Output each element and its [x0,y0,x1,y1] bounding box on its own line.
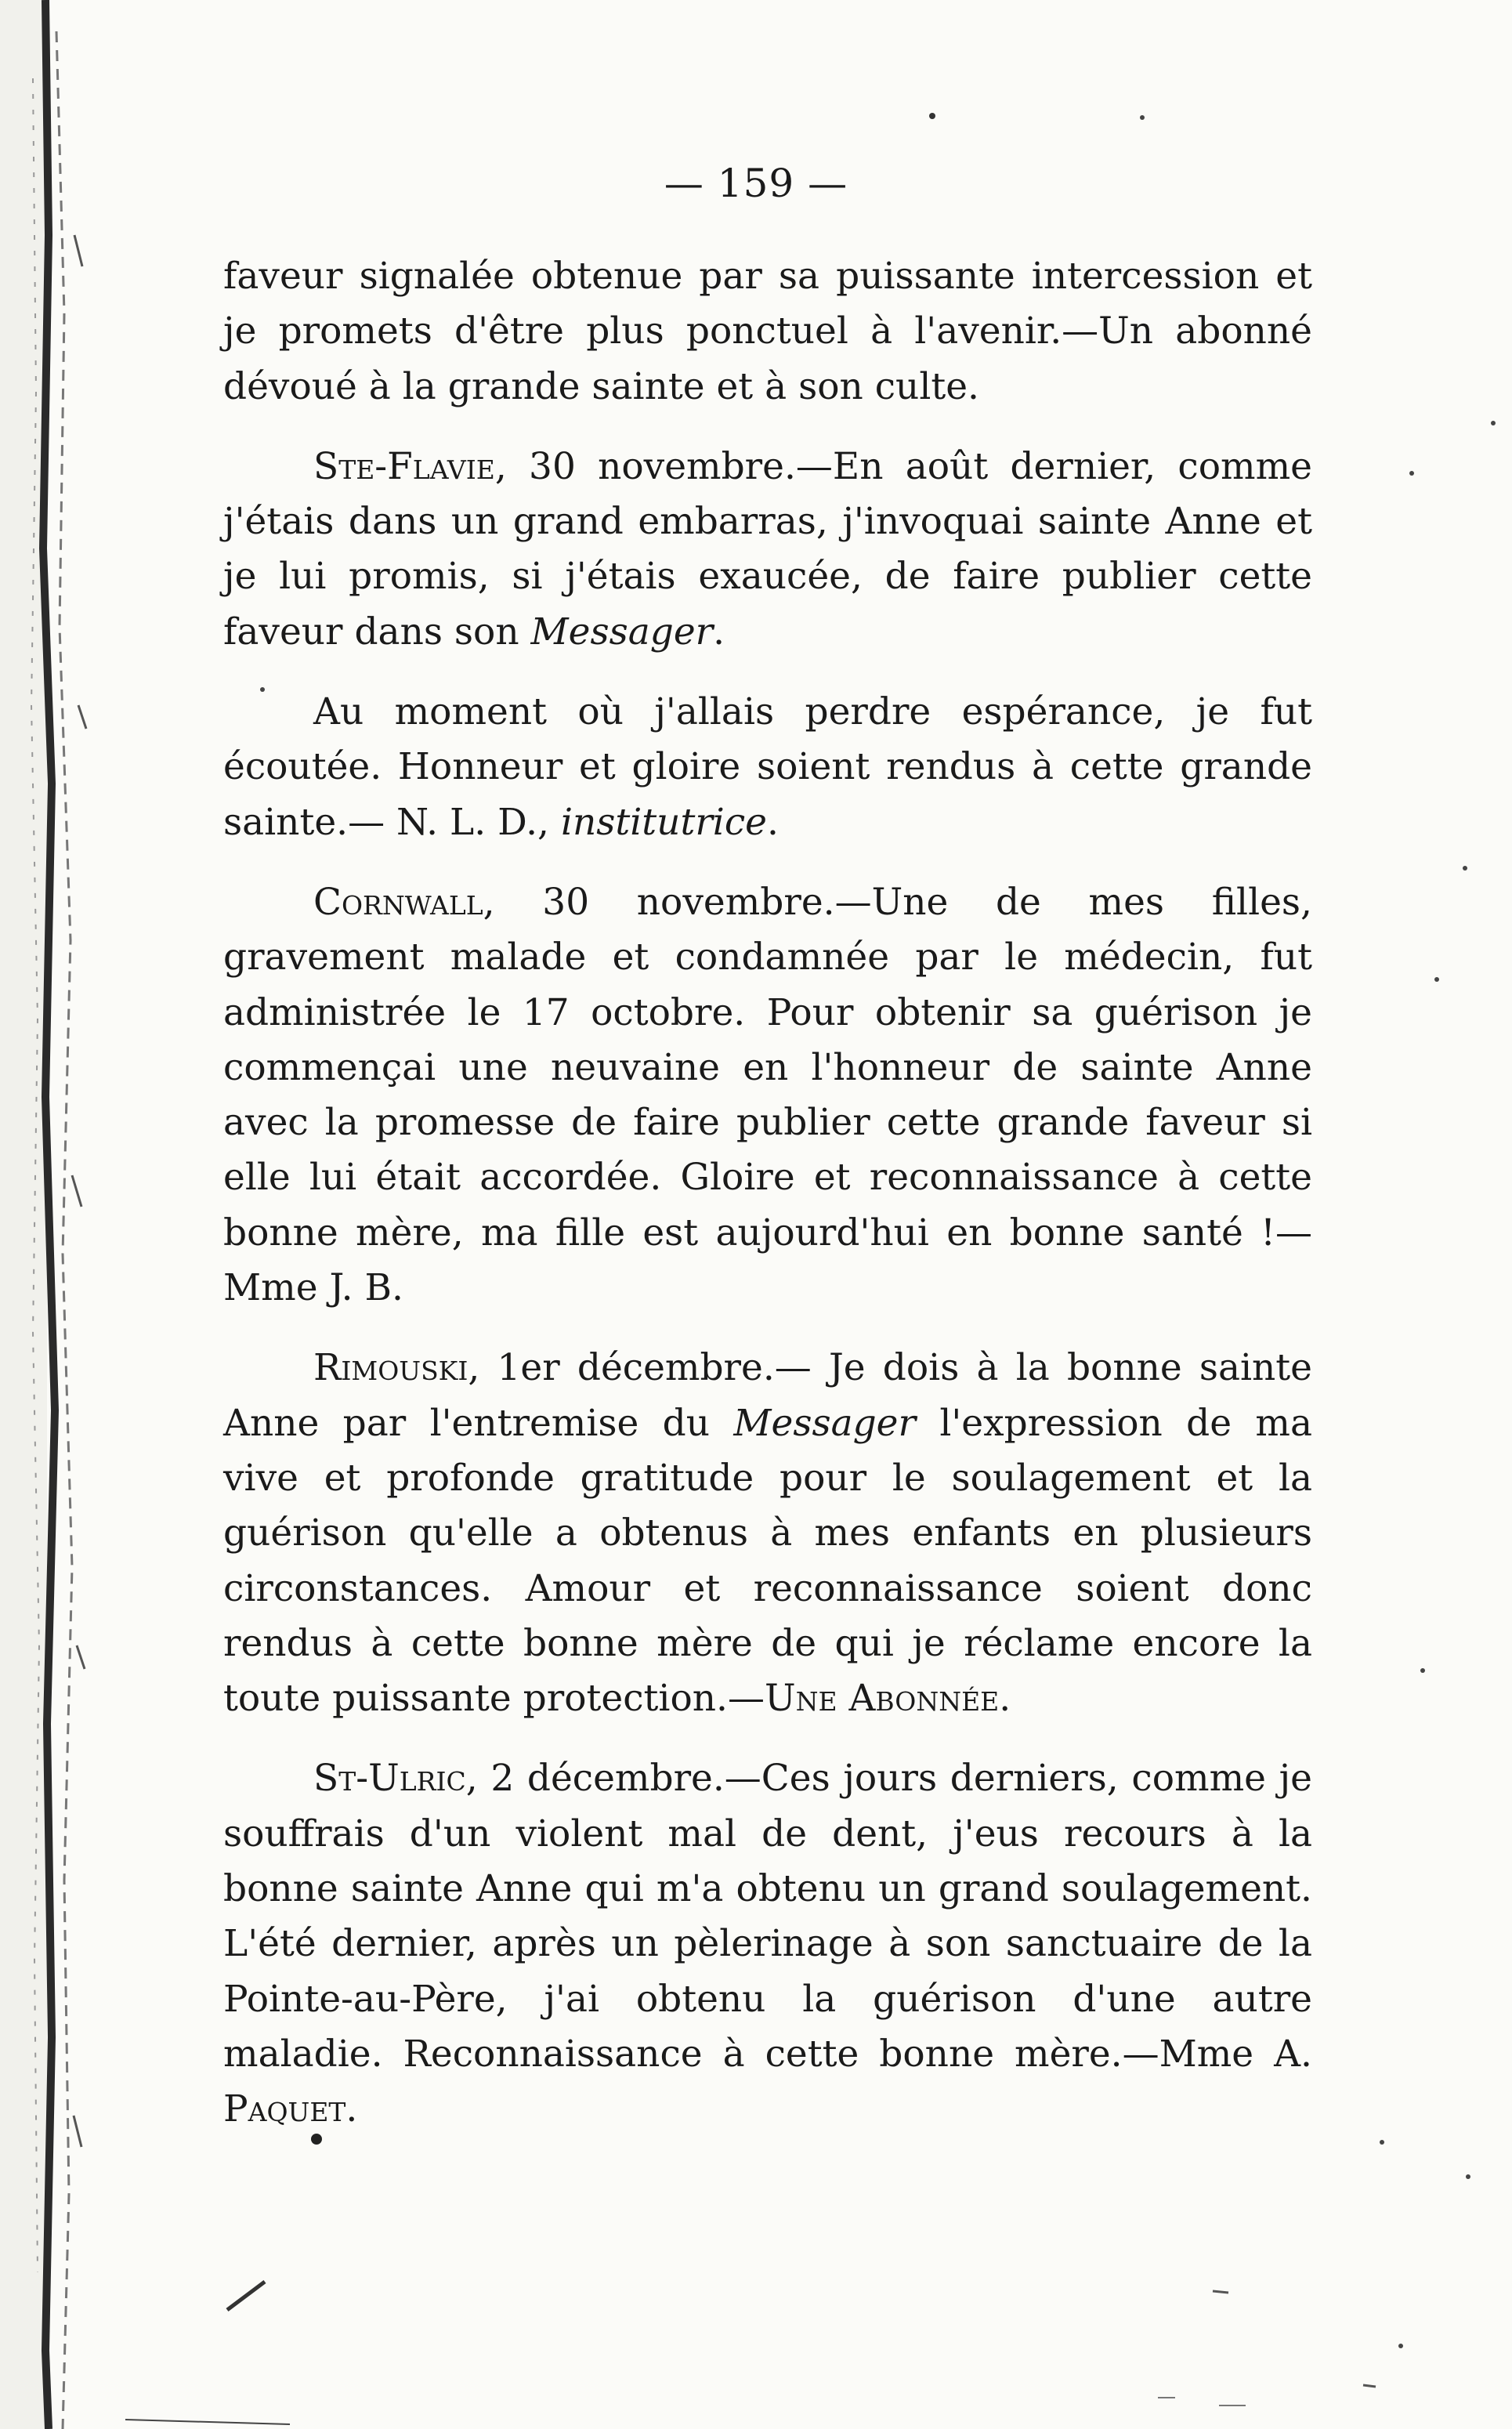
italic-text: Messager [733,1401,916,1445]
entry-ste-flavie [223,440,1312,660]
signature: Paquet. [223,2087,358,2131]
italic-text: institutrice [560,800,767,844]
place-name: Cornwall, [313,880,495,924]
page-number: — 159 — [664,161,848,206]
paragraph-end: . [766,800,779,844]
text-column [223,249,1312,2163]
entry-rimouski [223,1341,1312,1726]
place-name: Ste-Flavie, [313,444,507,488]
place-name: Rimouski, [313,1346,480,1390]
italic-text: Messager [530,610,714,653]
paragraph-text: faveur signalée obtenue par sa puissante intercession et je promets d'être plus ponctuel à l'avenir.—Un abonné dévoué à la grande sainte et à son culte. [223,255,1312,408]
paragraph-text-2: l'expression de ma vive et profonde gratitude pour le soulagement et la guérison qu'elle a obtenus à mes enfants en plusieurs circonstances. Amour et reconnaissance soient donc rendus à cette bonne mère de qui je réclame encore la toute puissante protection.— [223,1401,1312,1721]
signature: Une Abonnée. [764,1677,1011,1721]
paragraph-text: Au moment où j'allais perdre espérance, je fut écoutée. Honneur et gloire soient rendus à cette grande sainte.— N. L. D., [223,690,1312,844]
entry-cornwall [223,875,1312,1316]
paragraph-text: 30 novembre.—Une de mes filles, gravement malade et condamnée par le médecin, fut administrée le 17 octobre. Pour obtenir sa guérison je commençai une neuvaine en l'honneur de sainte Anne avec la promesse de faire publier cette grande faveur si elle lui était accordée. Gloire et reconnaissance à cette bonne mère, ma fille est aujourd'hui en bonne santé !—Mme J. B. [223,880,1312,1310]
paragraph-text: 2 décembre.—Ces jours derniers, comme je souffrais d'un violent mal de dent, j'eus recours à la bonne sainte Anne qui m'a obtenu un grand soulagement. L'été dernier, après un pèlerinage à son sanctuaire de la Pointe-au-Père, j'ai obtenu la guérison d'une autre maladie. Reconnaissance à cette bonne mère.—Mme A. [223,1757,1312,2076]
place-name: St-Ulric, [313,1757,478,1801]
paragraph-text: 30 novembre.—En août dernier, comme j'étais dans un grand embarras, j'invoquai sainte Anne et je lui promis, si j'étais exaucée, de faire publier cette faveur dans son [223,444,1312,653]
paragraph-continuation [223,249,1312,414]
paragraph-text: 1er décembre.— Je dois à la bonne sainte Anne par l'entremise du [223,1346,1312,1445]
paragraph-end: . [713,610,725,653]
entry-st-ulric [223,1751,1312,2137]
entry-continuation [223,685,1312,850]
